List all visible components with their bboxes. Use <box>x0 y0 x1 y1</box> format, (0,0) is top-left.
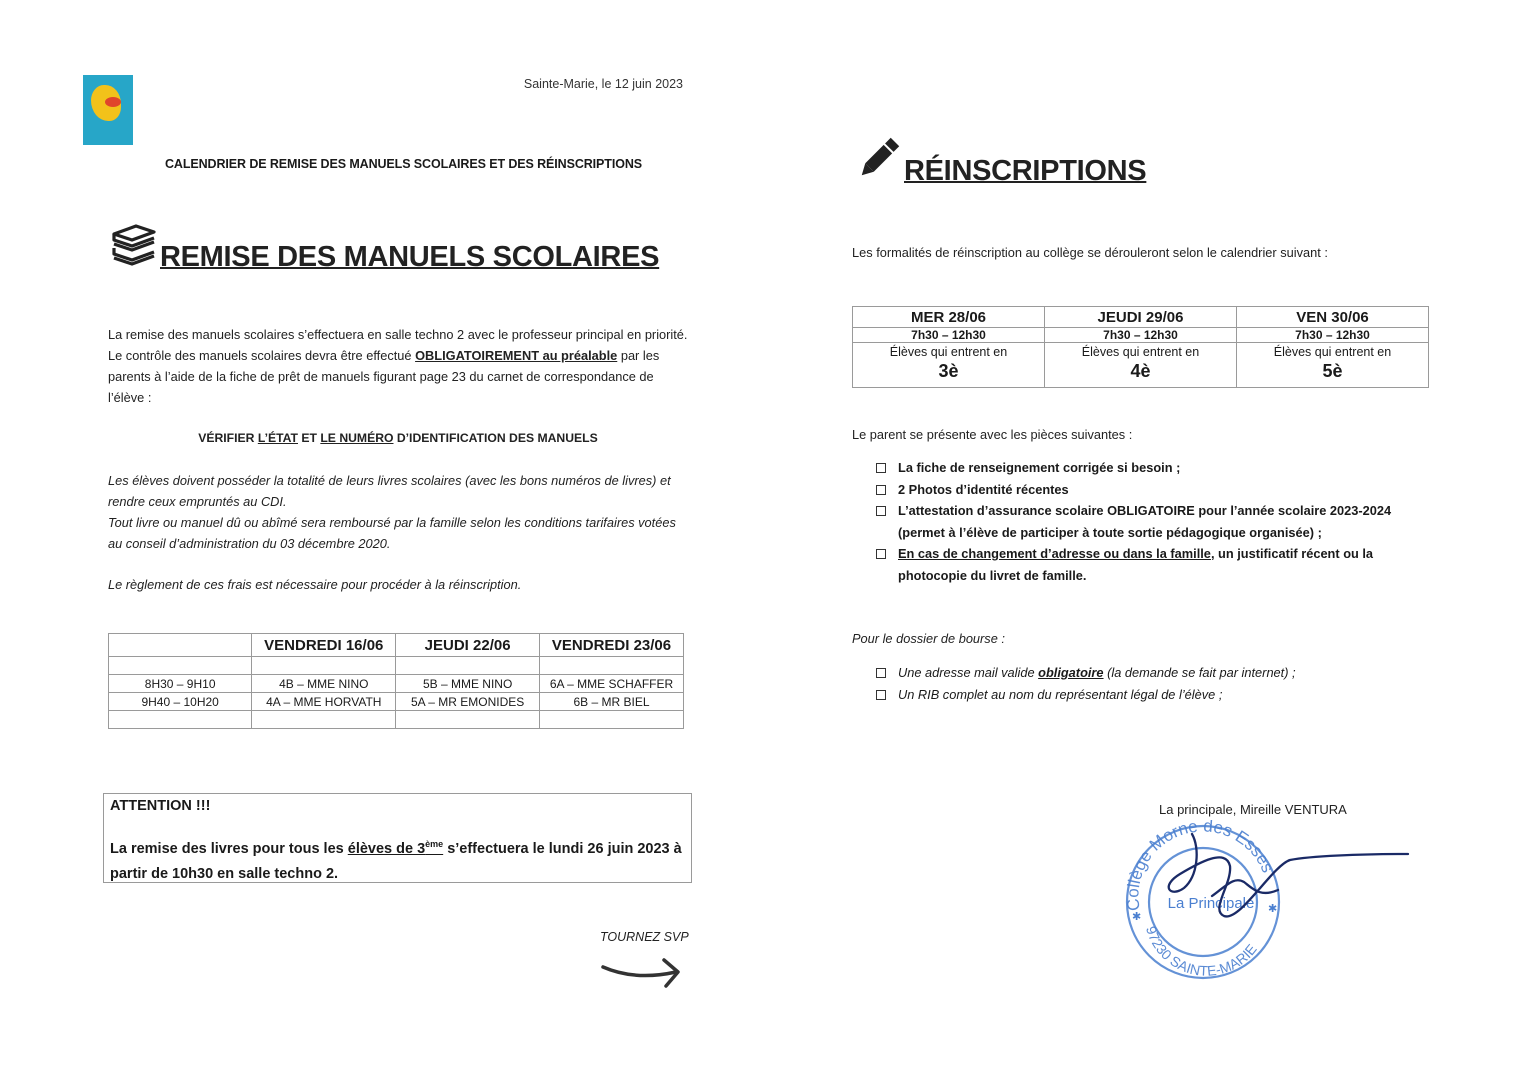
list-item <box>876 543 1396 586</box>
attention-box <box>103 793 692 883</box>
table-cell: 5B – MME NINO <box>396 675 540 693</box>
day-cell: VEN 30/06 <box>1237 307 1429 328</box>
level-cell <box>1045 343 1237 388</box>
level-label: Élèves qui entrent en <box>1273 345 1392 359</box>
table-row <box>109 657 684 675</box>
level-cell <box>853 343 1045 388</box>
emphasis-obligatoirement: OBLIGATOIREMENT au préalable <box>415 348 618 363</box>
attention-text-end: s’effectuera le lundi 26 juin 2023 à partir de 10h30 en salle techno 2. <box>110 840 682 882</box>
attention-superscript: ème <box>425 839 444 849</box>
attention-eleves-text: élèves de 3 <box>347 840 426 857</box>
piece-text-underlined: En cas de changement d’adresse ou dans la famille <box>898 546 1211 561</box>
level-label: Élèves qui entrent en <box>889 345 1008 359</box>
hours-cell: 7h30 – 12h30 <box>853 328 1045 343</box>
checkbox-icon <box>876 690 886 700</box>
rule-possession: Les élèves doivent posséder la totalité de leurs livres scolaires (avec les bons numéros de livres) et rendre ceux empruntés au CDI. <box>108 473 671 509</box>
table-row <box>109 693 684 711</box>
table-row <box>853 328 1429 343</box>
table-row <box>853 307 1429 328</box>
table-cell: 6B – MR BIEL <box>540 693 684 711</box>
list-item <box>876 500 1396 543</box>
rule-payment: Le règlement de ces frais est nécessaire pour procéder à la réinscription. <box>108 577 522 592</box>
piece-text: La fiche de renseignement corrigée si besoin ; <box>898 460 1181 475</box>
stamp-star-icon: ✱ <box>1132 911 1142 923</box>
table-header-cell: VENDREDI 16/06 <box>252 634 396 657</box>
manuels-paragraph <box>108 324 688 408</box>
manuels-schedule-table <box>108 633 684 729</box>
verify-etat: L’ÉTAT <box>257 431 298 445</box>
table-header-cell <box>109 634 252 657</box>
table-header-cell: JEUDI 22/06 <box>396 634 540 657</box>
italic-rules <box>108 470 688 595</box>
section-title-manuels: REMISE DES MANUELS SCOLAIRES <box>160 241 660 273</box>
stamp-bottom-text: 97230 SAINTE-MARIE <box>1142 924 1260 979</box>
verify-instruction <box>108 428 688 449</box>
list-item <box>876 479 1396 501</box>
pieces-checklist <box>876 457 1396 586</box>
school-logo <box>83 75 133 145</box>
table-cell: 6A – MME SCHAFFER <box>540 675 684 693</box>
list-item <box>876 457 1396 479</box>
attention-text-start: La remise des livres pour tous les <box>110 840 348 857</box>
table-row <box>109 675 684 693</box>
day-cell: JEUDI 29/06 <box>1045 307 1237 328</box>
level-cell <box>1237 343 1429 388</box>
logo-accent <box>105 97 121 107</box>
section-title-reinscriptions: RÉINSCRIPTIONS <box>904 155 1147 187</box>
day-cell: MER 28/06 <box>853 307 1045 328</box>
bourse-text-end: (la demande se fait par internet) ; <box>1103 665 1296 680</box>
table-cell: 9H40 – 10H20 <box>109 693 252 711</box>
paragraph-controle-end: par les parents à l’aide de la fiche de prêt de manuels figurant page 23 du carnet de correspondance de l’élève : <box>108 348 660 405</box>
level-label: Élèves qui entrent en <box>1081 345 1200 359</box>
letter-date: Sainte-Marie, le 12 juin 2023 <box>523 77 683 91</box>
table-cell: 8H30 – 9H10 <box>109 675 252 693</box>
attention-eleves <box>348 841 443 857</box>
pencil-icon <box>855 135 901 183</box>
attention-text <box>110 832 682 887</box>
books-icon <box>110 222 158 268</box>
list-item <box>876 662 1396 684</box>
checkbox-icon <box>876 485 886 495</box>
piece-text: L’attestation d’assurance scolaire OBLIGATOIRE pour l’année scolaire 2023-2024 (permet à l’élève de participer à toute sortie pédagogique organisée) ; <box>898 503 1392 540</box>
rule-reimbursement: Tout livre ou manuel dû ou abîmé sera remboursé par la famille selon les conditions tarifaires votées au conseil d’administration du 03 décembre 2020. <box>108 515 676 551</box>
verify-text: VÉRIFIER <box>198 431 258 445</box>
bourse-checklist <box>876 662 1396 705</box>
checkbox-icon <box>876 506 886 516</box>
turn-page-text: TOURNEZ SVP <box>600 930 689 944</box>
table-row <box>109 711 684 729</box>
hours-cell: 7h30 – 12h30 <box>1237 328 1429 343</box>
paragraph-controle: Le contrôle des manuels scolaires devra être effectué <box>108 348 416 363</box>
document-title: CALENDRIER DE REMISE DES MANUELS SCOLAIRES ET DES RÉINSCRIPTIONS <box>165 157 642 171</box>
verify-and: ET <box>298 431 321 445</box>
piece-text: , un justificatif récent ou la photocopie du livret de famille. <box>898 546 1374 583</box>
checkbox-icon <box>876 549 886 559</box>
arrow-right-icon <box>600 955 685 991</box>
table-cell: 4B – MME NINO <box>252 675 396 693</box>
bourse-text: Un RIB complet au nom du représentant légal de l’élève ; <box>898 686 1223 702</box>
reinscription-calendar-table <box>852 306 1429 388</box>
handwritten-signature <box>1140 826 1415 936</box>
level-value: 5è <box>1322 361 1343 381</box>
level-value: 3è <box>938 361 959 381</box>
table-row <box>853 343 1429 388</box>
stamp-center-text: La Principale <box>1167 895 1255 912</box>
list-item <box>876 684 1396 706</box>
bourse-obligatoire: obligatoire <box>1038 665 1104 680</box>
piece-text: 2 Photos d’identité récentes <box>898 481 1069 497</box>
level-value: 4è <box>1130 361 1151 381</box>
pieces-intro: Le parent se présente avec les pièces suivantes : <box>852 427 1133 442</box>
bourse-intro: Pour le dossier de bourse : <box>852 631 1005 646</box>
bourse-text: Une adresse mail valide <box>898 665 1039 680</box>
hours-cell: 7h30 – 12h30 <box>1045 328 1237 343</box>
stamp-top-text: Collège Morne des Esses <box>1123 820 1278 913</box>
signature-name: La principale, Mireille VENTURA <box>1159 802 1347 817</box>
verify-tail: D’IDENTIFICATION DES MANUELS <box>393 431 598 445</box>
stamp-star-icon: ✱ <box>1268 903 1278 915</box>
table-cell: 4A – MME HORVATH <box>252 693 396 711</box>
attention-title: ATTENTION !!! <box>110 798 211 814</box>
checkbox-icon <box>876 463 886 473</box>
reinscription-intro: Les formalités de réinscription au collège se dérouleront selon le calendrier suivant : <box>852 245 1328 260</box>
table-cell: 5A – MR EMONIDES <box>396 693 540 711</box>
checkbox-icon <box>876 668 886 678</box>
verify-numero: LE NUMÉRO <box>320 431 394 445</box>
paragraph-remise: La remise des manuels scolaires s’effectuera en salle techno 2 avec le professeur principal en priorité. <box>108 327 688 342</box>
table-header-cell: VENDREDI 23/06 <box>540 634 684 657</box>
